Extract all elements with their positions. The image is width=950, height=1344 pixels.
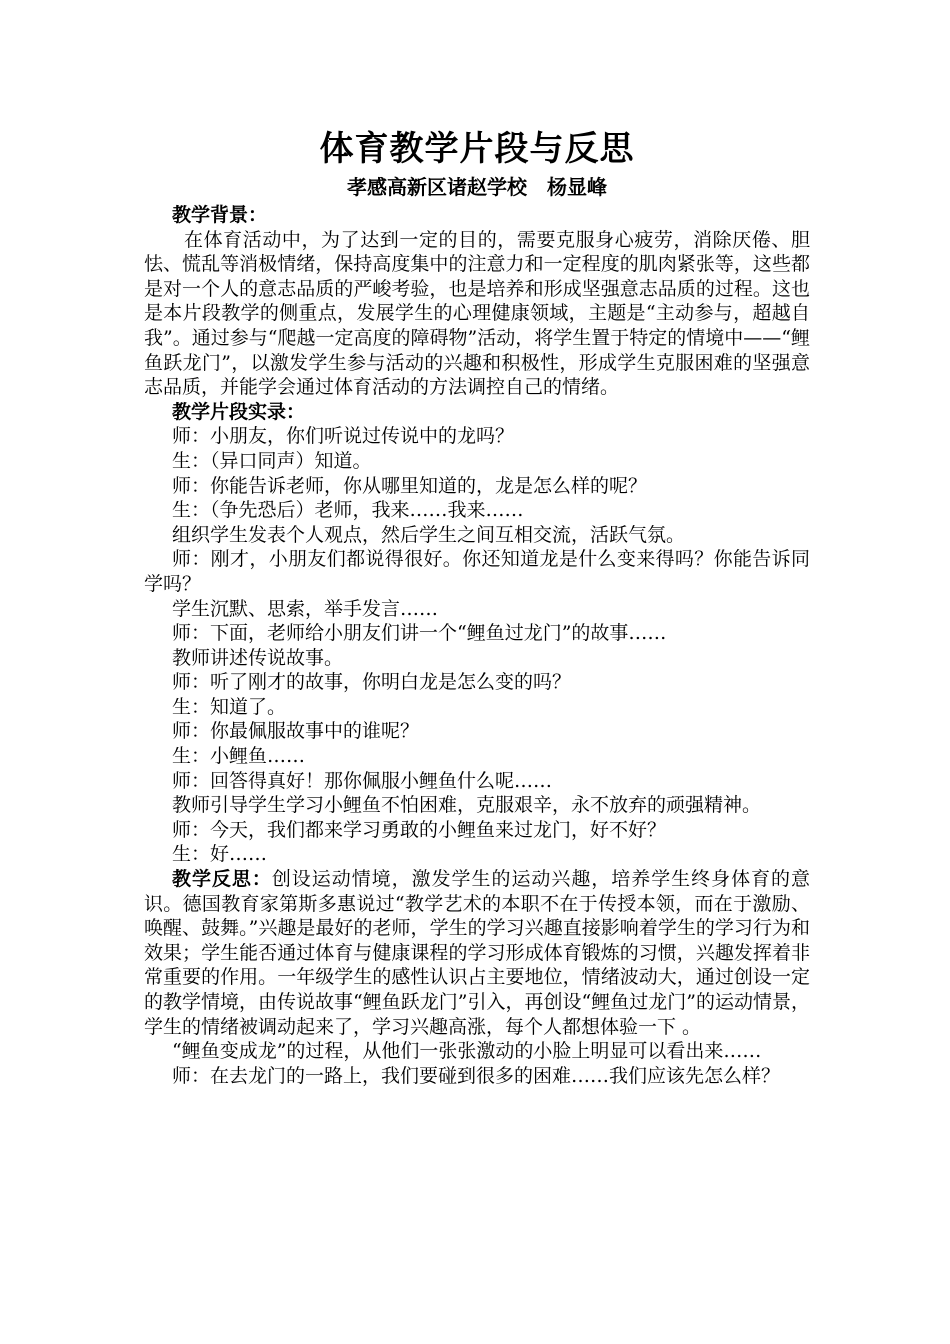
record-line: 生：（争先恐后）老师，我来……我来…… <box>172 499 524 522</box>
record-line: 师：下面，老师给小朋友们讲一个“鲤鱼过龙门”的故事…… <box>172 622 667 645</box>
reflection-continuation: “鲤鱼变成龙”的过程，从他们一张张激动的小脸上明显可以看出来…… <box>172 1040 762 1063</box>
record-line: 生：知道了。 <box>172 695 287 718</box>
record-line: 教师讲述传说故事。 <box>172 646 344 669</box>
author-name: 杨显峰 <box>547 175 607 199</box>
record-line: 师：听了刚才的故事，你明白龙是怎么变的吗？ <box>172 671 572 694</box>
background-heading: 教学背景： <box>172 204 268 226</box>
record-line: 师：回答得真好！那你佩服小鲤鱼什么呢…… <box>172 769 553 792</box>
school-name: 孝感高新区诸赵学校 <box>347 175 527 199</box>
record-line: 生：小鲤鱼…… <box>172 745 306 768</box>
record-line: 生：好…… <box>172 843 268 866</box>
final-line: 师：在去龙门的一路上，我们要碰到很多的困难……我们应该先怎么样？ <box>172 1064 781 1087</box>
record-line: 学生沉默、思索，举手发言…… <box>172 597 439 620</box>
record-line: 教师引导学生学习小鲤鱼不怕困难，克服艰辛，永不放弃的顽强精神。 <box>172 794 762 817</box>
document-page <box>144 125 810 1088</box>
background-paragraph: 在体育活动中，为了达到一定的目的，需要克服身心疲劳，消除厌倦、胆怯、慌乱等消极情绪，保持高度集中的注意力和一定程度的肌肉紧张等，这些都是对一个人的意志品质的严峻考验，也是培养和形成坚强意志品质的过程。这也是本片段教学的侧重点，发展学生的心理健康领域，主题是“主动参与，超越自我”。通过参与“爬越一定高度的障碍物”活动，将学生置于特定的情境中——“鲤鱼跃龙门”，以激发学生参与活动的兴趣和积极性，形成学生克服困难的坚强意志品质，并能学会通过体育活动的方法调控自己的情绪。 <box>144 228 810 399</box>
record-line: 师：你能告诉老师，你从哪里知道的，龙是怎么样的呢？ <box>172 474 648 497</box>
record-heading: 教学片段实录： <box>172 400 306 423</box>
record-line: 师：小朋友，你们听说过传说中的龙吗？ <box>172 425 515 448</box>
reflection-paragraph <box>144 867 810 1039</box>
record-line: 师：刚才，小朋友们都说得很好。你还知道龙是什么变来得吗？你能告诉同学吗？ <box>144 548 810 595</box>
record-line: 师：今天，我们都来学习勇敢的小鲤鱼来过龙门，好不好？ <box>172 818 667 841</box>
reflection-text: 创设运动情境，激发学生的运动兴趣，培养学生终身体育的意识。德国教育家第斯多惠说过“教学艺术的本职不在于传授本领，而在于激励、唤醒、鼓舞。”兴趣是最好的老师，学生的学习兴趣直接影响着学生的学习行为和效果；学生能否通过体育与健康课程的学习形成体育锻炼的习惯，兴趣发挥着非常重要的作用。一年级学生的感性认识占主要地位，情绪波动大，通过创设一定的教学情境，由传说故事“鲤鱼跃龙门”引入，再创设“鲤鱼过龙门”的运动情景，学生的情绪被调动起来了，学习兴趣高涨，每个人都想体验一下 。 <box>144 868 810 1038</box>
document-byline <box>144 173 810 201</box>
record-line: 师：你最佩服故事中的谁呢？ <box>172 720 420 743</box>
record-line: 组织学生发表个人观点，然后学生之间互相交流，活跃气氛。 <box>172 523 686 546</box>
record-line: 生：（异口同声）知道。 <box>172 449 372 472</box>
document-title: 体育教学片段与反思 <box>319 129 635 169</box>
reflection-heading: 教学反思： <box>172 868 272 891</box>
